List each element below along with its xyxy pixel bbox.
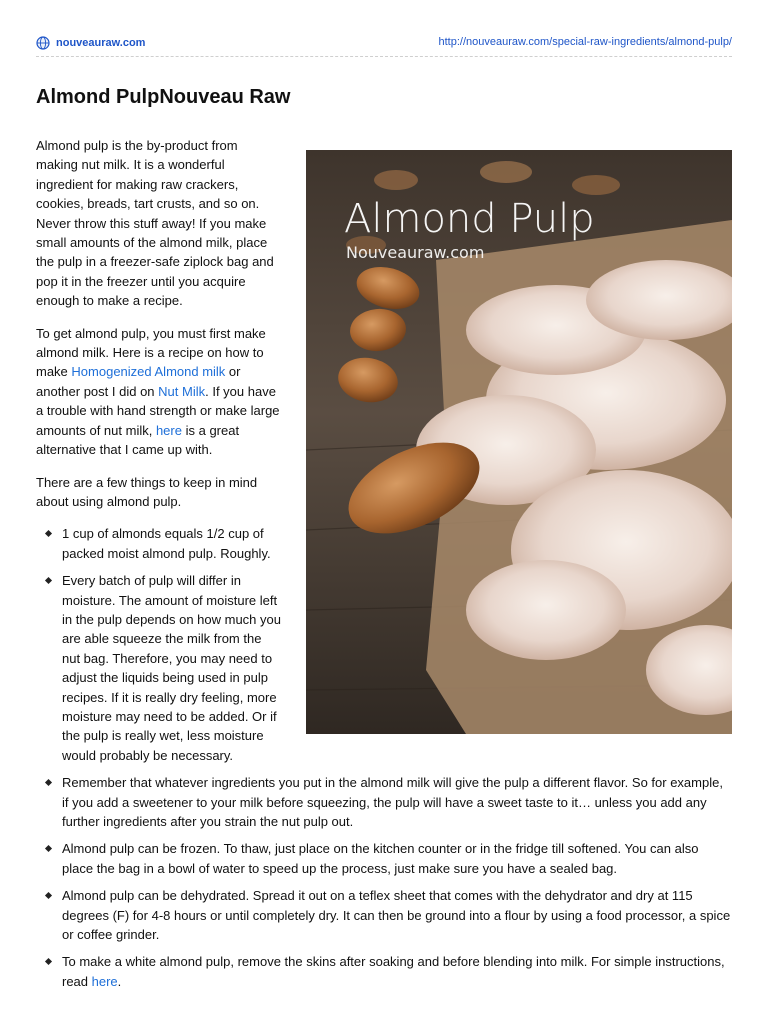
article-body [36, 136, 732, 999]
page-title: Almond PulpNouveau Raw [36, 86, 291, 108]
page-header [36, 34, 732, 57]
list-item: Every batch of pulp will differ in moisture. The amount of moisture left in the pulp depends on how much you are able squeeze the milk from the nut bag. Therefore, you may need to adjust the liquids being used in pulp recipes. If it is really dry feeling, more moisture may need to be added. Or if the pulp is really wet, less moisture would probably be necessary. [36, 571, 286, 765]
left-column [36, 136, 282, 511]
white-pulp-end: . [117, 973, 122, 989]
almond-pulp-photo [306, 150, 732, 734]
white-pulp-text: To make a white almond pulp, remove the skins after soaking and before blending into milk. For simple instructions, read [62, 954, 725, 989]
page-url-link[interactable]: http://nouveauraw.com/special-raw-ingredients/almond-pulp/ [438, 36, 732, 48]
list-item: Remember that whatever ingredients you put in the almond milk will give the pulp a different flavor. So for example, if you add a sweetener to your milk before squeezing, the pulp will have a sweet taste to it… unless you add any further ingredients after you strain the nut pulp out. [36, 773, 732, 831]
alternative-here-link[interactable]: here [155, 422, 182, 438]
recipe-text-3: . If you have a trouble with hand strength or make large amounts of nut milk, [36, 383, 280, 438]
globe-icon [36, 36, 50, 50]
list-item: Almond pulp can be frozen. To thaw, just place on the kitchen counter or in the fridge till softened. You can also place the bag in a bowl of water to speed up the process, just make sure you have a sealed bag. [36, 839, 732, 878]
white-pulp-here-link[interactable]: here [91, 973, 118, 989]
site-link[interactable] [36, 36, 145, 50]
things-to-keep-in-mind: There are a few things to keep in mind about using almond pulp. [36, 474, 258, 509]
list-item: Almond pulp can be dehydrated. Spread it out on a teflex sheet that comes with the dehydrator and dry at 115 degrees (F) for 4-8 hours or until completely dry. It can then be ground into a flour by using a food processor, a spice or coffee grinder. [36, 886, 732, 944]
photo-overlay-title: Almond Pulp [344, 196, 595, 242]
intro-paragraph: Almond pulp is the by-product from making nut milk. It is a wonderful ingredient for making raw crackers, cookies, breads, tart crusts, and so on. Never throw this stuff away! If you make small amounts of the almond milk, place the pulp in a freezer-safe ziplock bag and pop it in the freezer until you acquire enough to make a recipe. [36, 138, 274, 309]
list-item: 1 cup of almonds equals 1/2 cup of packed moist almond pulp. Roughly. [36, 524, 286, 563]
photo-overlay-subtitle: Nouveauraw.com [346, 243, 485, 262]
recipe-text-1: To get almond pulp, you must first make almond milk. Here is a recipe on how to make [36, 325, 266, 380]
recipe-text-4: is a great alternative that I came up with. [36, 422, 240, 458]
recipe-paragraph [36, 324, 282, 460]
homogenized-almond-milk-link[interactable]: Homogenized Almond milk [71, 364, 226, 380]
site-name: nouveauraw.com [56, 37, 146, 49]
nut-milk-link[interactable]: Nut Milk [158, 383, 206, 399]
list-item [36, 952, 732, 991]
photo-illustration [306, 150, 732, 734]
recipe-text-2: or another post I did on [36, 364, 241, 399]
